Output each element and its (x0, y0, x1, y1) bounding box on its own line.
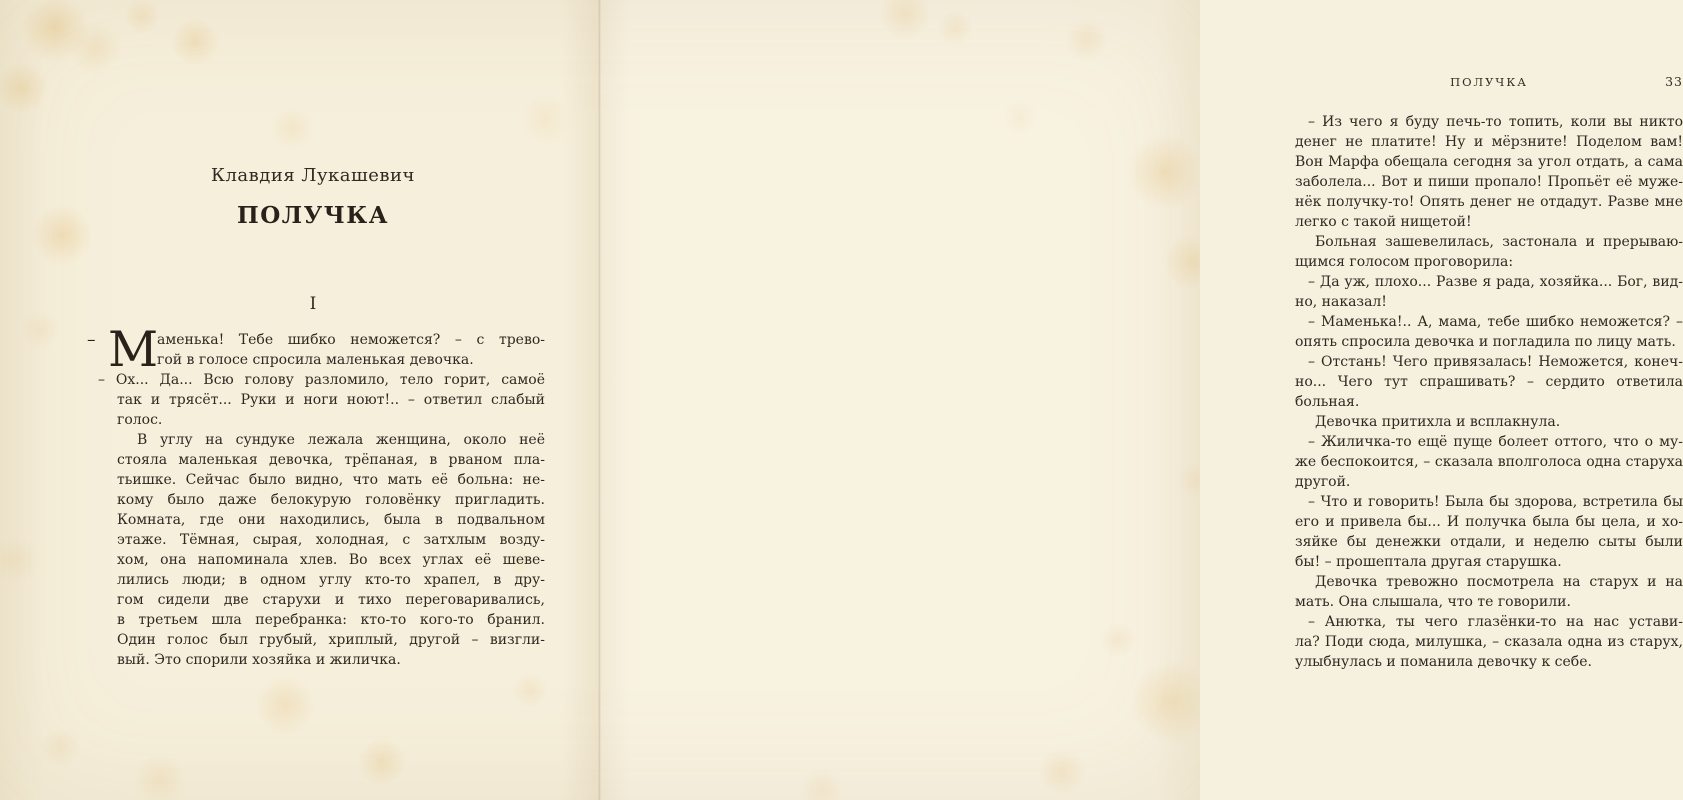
text-line: – Что и говорить! Была бы здорова, встретила бы (1308, 494, 1683, 510)
text-line: его и привела бы... И получка была бы цела, и хо- (1295, 514, 1683, 530)
text-line: в третьем шла перебранка: кто-то кого-то бранил. (117, 612, 545, 628)
text-line: бы! – прошептала другая старушка. (1295, 554, 1562, 570)
text-line: Девочка тревожно посмотрела на старух и на (1315, 574, 1683, 590)
text-line: щимся голосом проговорила: (1295, 254, 1514, 270)
text-line: Больная зашевелилась, застонала и прерываю- (1315, 234, 1683, 250)
chapter-heading (117, 0, 509, 330)
text-line: другой. (1295, 474, 1351, 490)
text-line: гой в голосе спросила маленькая девочка. (157, 352, 474, 368)
text-line: – Да уж, плохо... Разве я рада, хозяйка... Бог, вид- (1308, 274, 1683, 290)
running-title: ПОЛУЧКА (1450, 75, 1528, 89)
text-line: больная. (1295, 394, 1360, 410)
text-line: лились люди; в одном углу кто-то храпел, в дру- (117, 572, 545, 588)
author-name: Клавдия Лукашевич (211, 165, 415, 186)
text-line: – Маменька!.. А, мама, тебе шибко неможется? – (1308, 314, 1683, 330)
page-number: 33 (1665, 74, 1683, 89)
section-number: I (309, 294, 317, 314)
text-line: вый. Это спорили хозяйка и жиличка. (117, 652, 401, 668)
text-line: хом, она напоминала хлев. Во всех углах её шеве- (117, 552, 545, 568)
text-line: Один голос был грубый, хриплый, другой – визгли- (117, 632, 545, 648)
left-page-text (98, 330, 545, 670)
text-line: денег не платите! Ну и мёрзните! Поделом вам! (1295, 134, 1683, 150)
left-page (0, 0, 600, 800)
running-header (1295, 72, 1683, 92)
text-line: легко с такой нищетой! (1295, 214, 1472, 230)
text-line: ла? Поди сюда, милушка, – сказала одна из старух, (1295, 634, 1683, 650)
text-line: Вон Марфа обещала сегодня за угол отдать, а сама (1295, 154, 1683, 170)
text-line: гом сидели две старухи и тихо переговаривались, (117, 592, 545, 608)
text-line: улыбнулась и поманила девочку к себе. (1295, 654, 1592, 670)
text-line: тьишке. Сейчас было видно, что мать её больна: не- (117, 472, 545, 488)
text-line: опять спросила девочка и погладила по лицу мать. (1295, 334, 1676, 350)
drop-cap-letter: М (108, 321, 159, 378)
text-line: зяйке бы денежки отдали, и неделю сыты были (1295, 534, 1683, 550)
text-line: стояла маленькая девочка, трёпаная, в рваном пла- (117, 452, 545, 468)
text-line: кому было даже белокурую головёнку пригладить. (117, 492, 545, 508)
text-line: – Из чего я буду печь-то топить, коли вы никто (1308, 114, 1683, 130)
text-line: так и трясёт... Руки и ноги ноют!.. – ответил слабый (117, 392, 545, 408)
text-line: В углу на сундуке лежала женщина, около неё (137, 432, 545, 448)
text-line: – Ох... Да... Всю голову разломило, тело горит, самоё (98, 372, 545, 388)
text-line: – Отстань! Чего привязалась! Неможется, конеч- (1308, 354, 1683, 370)
text-line: заболела... Вот и пиши пропало! Пропьёт её муже- (1295, 174, 1683, 190)
text-line: но... Чего тут спрашивать? – сердито ответила (1295, 374, 1683, 390)
dialogue-dash: – (87, 330, 96, 350)
right-page-text (1295, 112, 1683, 672)
text-line: Комната, где они находились, была в подвальном (117, 512, 545, 528)
right-page (600, 0, 1683, 800)
text-line: мать. Она слышала, что те говорили. (1295, 594, 1571, 610)
text-line: голос. (117, 412, 163, 428)
story-title: ПОЛУЧКА (237, 202, 389, 229)
text-line: но, наказал! (1295, 294, 1387, 310)
text-line: – Анютка, ты чего глазёнки-то на нас устави- (1308, 614, 1683, 630)
text-line: – Жиличка-то ещё пуще болеет оттого, что о му- (1308, 434, 1683, 450)
text-line: же беспокоится, – сказала вполголоса одна старуха (1295, 454, 1683, 470)
text-line: этаже. Тёмная, сырая, холодная, с затхлым возду- (117, 532, 545, 548)
text-line: нёк получку-то! Опять денег не отдадут. Разве мне (1295, 194, 1683, 210)
text-line: аменька! Тебе шибко неможется? – с трево- (157, 332, 545, 348)
text-line: Девочка притихла и всплакнула. (1315, 414, 1561, 430)
left-text-column (87, 321, 545, 670)
